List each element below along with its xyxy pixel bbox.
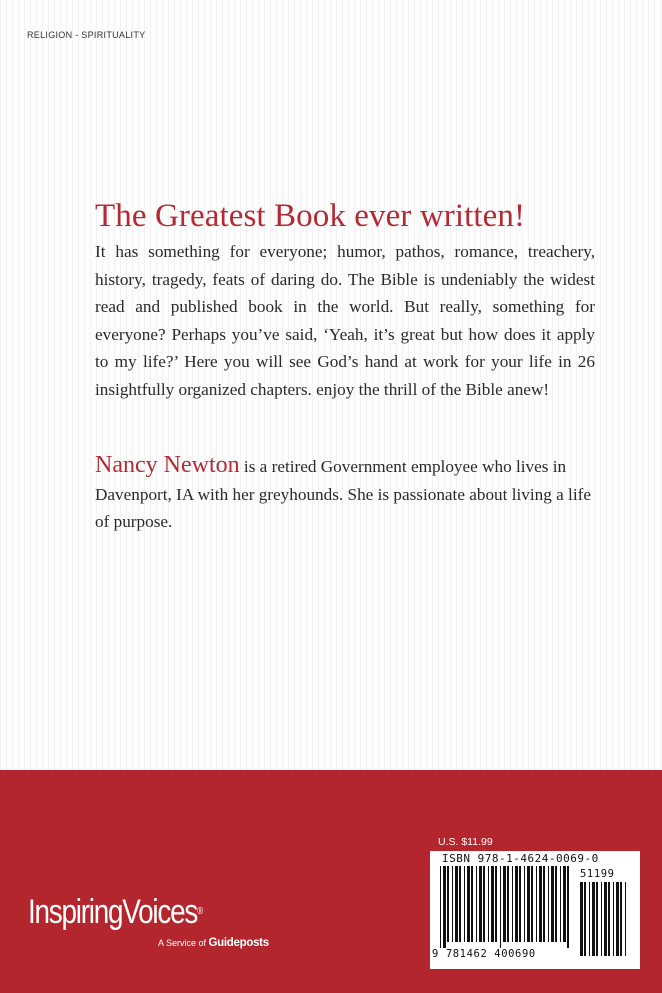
barcode-bar bbox=[476, 866, 477, 942]
logo-brand: Guideposts bbox=[208, 937, 269, 949]
barcode-bar bbox=[625, 882, 626, 956]
scalloped-edge bbox=[0, 770, 662, 778]
barcode-digits: 9 781462 400690 bbox=[432, 948, 536, 960]
barcode-bar bbox=[491, 866, 494, 942]
registered-mark: ® bbox=[197, 906, 202, 917]
barcode-bar bbox=[580, 882, 583, 956]
barcode-bar bbox=[548, 866, 549, 942]
barcode-bar bbox=[527, 866, 530, 942]
barcode-bar bbox=[531, 866, 533, 942]
barcode-bar bbox=[459, 866, 461, 942]
logo-text: InspiringVoices bbox=[28, 893, 198, 931]
barcode-bar bbox=[479, 866, 482, 942]
barcode-bar bbox=[608, 882, 610, 956]
barcode-bar bbox=[471, 866, 473, 942]
headline: The Greatest Book ever written! bbox=[95, 198, 526, 234]
barcode-bar bbox=[447, 866, 449, 942]
barcode-bar bbox=[601, 882, 602, 956]
addon-digits: 51199 bbox=[580, 868, 615, 880]
barcode-bar bbox=[500, 866, 501, 948]
barcode-bar bbox=[589, 882, 590, 956]
addon-barcode-bars bbox=[580, 882, 630, 962]
author-bio bbox=[95, 452, 595, 536]
scallop-shape bbox=[0, 774, 662, 778]
barcode-bar bbox=[515, 866, 518, 942]
barcode-bar bbox=[592, 882, 595, 956]
barcode-bar bbox=[507, 866, 509, 942]
barcode-bar bbox=[495, 866, 497, 942]
barcode-bar bbox=[488, 866, 489, 942]
author-bio-text: is a retired Government employee who lives in Davenport, IA with her greyhounds. She is passionate about living a life of purpose. bbox=[95, 457, 591, 532]
barcode-bar bbox=[443, 866, 446, 948]
barcode-bar bbox=[567, 866, 569, 948]
barcode-bar bbox=[596, 882, 598, 956]
barcode-bar bbox=[620, 882, 622, 956]
blurb-text: It has something for everyone; humor, pathos, romance, treachery, history, tragedy, feats of daring do. The Bible is undeniably the widest read and published book in the world. But really, something for everyone? Perhaps you’ve said, ‘Yeah, it’s great but how does it apply to my life?’ Here you will see God’s hand at work for your life in 26 insightfully organized chapters. enjoy the thrill of the Bible anew! bbox=[95, 242, 595, 399]
barcode-bar bbox=[616, 882, 619, 956]
isbn-label: ISBN 978-1-4624-0069-0 bbox=[442, 852, 599, 865]
barcode-bar bbox=[467, 866, 470, 942]
barcode-bar bbox=[551, 866, 554, 942]
barcode-bar bbox=[539, 866, 542, 942]
barcode-bar bbox=[584, 882, 586, 956]
barcode-bars bbox=[440, 866, 572, 948]
author-name: Nancy Newton bbox=[95, 452, 240, 478]
barcode-bar bbox=[536, 866, 537, 942]
barcode-bar bbox=[524, 866, 525, 942]
barcode-bar bbox=[464, 866, 465, 942]
barcode-bar bbox=[519, 866, 521, 942]
price-label: U.S. $11.99 bbox=[438, 836, 493, 848]
publisher-logo bbox=[28, 893, 269, 949]
category-label: RELIGION - SPIRITUALITY bbox=[27, 30, 146, 40]
barcode-bar bbox=[455, 866, 458, 942]
barcode-bar bbox=[604, 882, 607, 956]
barcode-bar bbox=[503, 866, 506, 942]
barcode-bar bbox=[560, 866, 561, 942]
logo-tagline: A Service of bbox=[158, 938, 209, 948]
barcode-bar bbox=[512, 866, 513, 942]
barcode-area bbox=[430, 851, 640, 969]
barcode-bar bbox=[452, 866, 453, 942]
barcode-bar bbox=[483, 866, 485, 942]
barcode-bar bbox=[555, 866, 557, 942]
barcode-bar bbox=[440, 866, 441, 948]
barcode-bar bbox=[543, 866, 545, 942]
barcode-bar bbox=[563, 866, 566, 942]
barcode-bar bbox=[613, 882, 614, 956]
